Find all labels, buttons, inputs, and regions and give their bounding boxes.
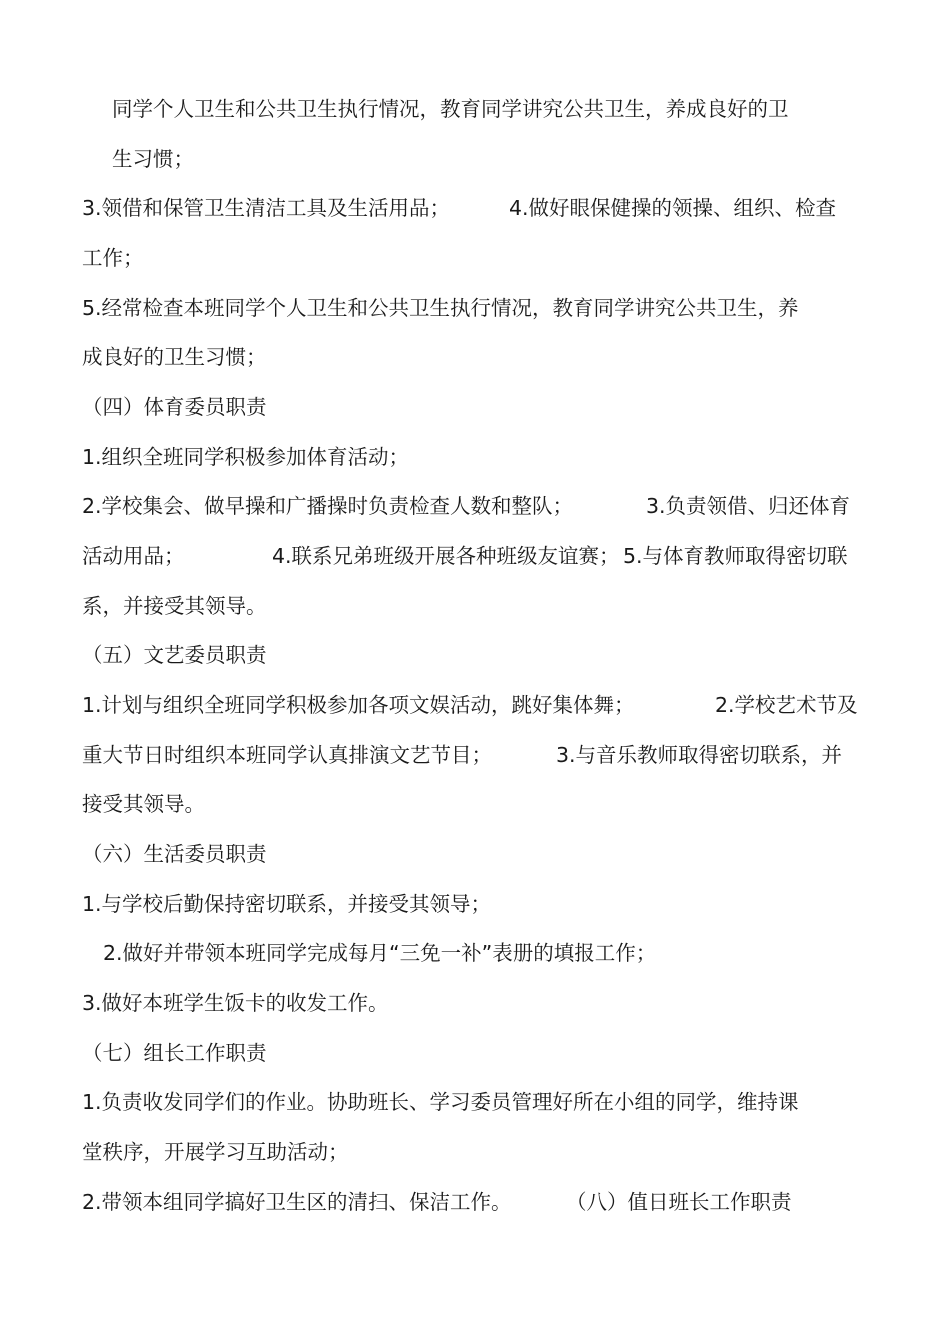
text-line: 工作； xyxy=(82,246,144,270)
text-line: 4.做好眼保健操的领操、组织、检查 xyxy=(509,196,837,220)
text-line: 3.与音乐教师取得密切联系，并 xyxy=(556,743,843,767)
text-line: 重大节日时组织本班同学认真排演文艺节目； xyxy=(82,743,492,767)
text-line: 3.负责领借、归还体育 xyxy=(646,494,851,518)
section-heading: （四）体育委员职责 xyxy=(82,395,267,419)
text-line: 1.负责收发同学们的作业。协助班长、学习委员管理好所在小组的同学，维持课 xyxy=(82,1090,799,1114)
text-line: 5.与体育教师取得密切联 xyxy=(623,544,848,568)
section-heading: （五）文艺委员职责 xyxy=(82,643,267,667)
section-heading: （七）组长工作职责 xyxy=(82,1041,267,1065)
text-line: 成良好的卫生习惯； xyxy=(82,345,267,369)
text-line: 4.联系兄弟班级开展各种班级友谊赛； xyxy=(272,544,620,568)
text-line: 2.做好并带领本班同学完成每月“三免一补”表册的填报工作； xyxy=(103,941,657,965)
text-line: 生习惯； xyxy=(112,147,194,171)
text-line: 2.带领本组同学搞好卫生区的清扫、保洁工作。 xyxy=(82,1190,512,1214)
text-line: 1.与学校后勤保持密切联系，并接受其领导； xyxy=(82,892,492,916)
text-line: 3.做好本班学生饭卡的收发工作。 xyxy=(82,991,389,1015)
text-line: 2.学校集会、做早操和广播操时负责检查人数和整队； xyxy=(82,494,574,518)
section-heading: （八）值日班长工作职责 xyxy=(566,1190,792,1214)
text-line: 接受其领导。 xyxy=(82,792,205,816)
text-line: 3.领借和保管卫生清洁工具及生活用品； xyxy=(82,196,451,220)
section-heading: （六）生活委员职责 xyxy=(82,842,267,866)
text-line: 同学个人卫生和公共卫生执行情况，教育同学讲究公共卫生，养成良好的卫 xyxy=(112,97,789,121)
text-line: 堂秩序，开展学习互助活动； xyxy=(82,1140,349,1164)
text-line: 1.组织全班同学积极参加体育活动； xyxy=(82,445,410,469)
text-line: 5.经常检查本班同学个人卫生和公共卫生执行情况，教育同学讲究公共卫生，养 xyxy=(82,296,799,320)
text-line: 2.学校艺术节及 xyxy=(715,693,858,717)
text-line: 活动用品； xyxy=(82,544,185,568)
text-line: 1.计划与组织全班同学积极参加各项文娱活动，跳好集体舞； xyxy=(82,693,635,717)
text-line: 系，并接受其领导。 xyxy=(82,594,267,618)
